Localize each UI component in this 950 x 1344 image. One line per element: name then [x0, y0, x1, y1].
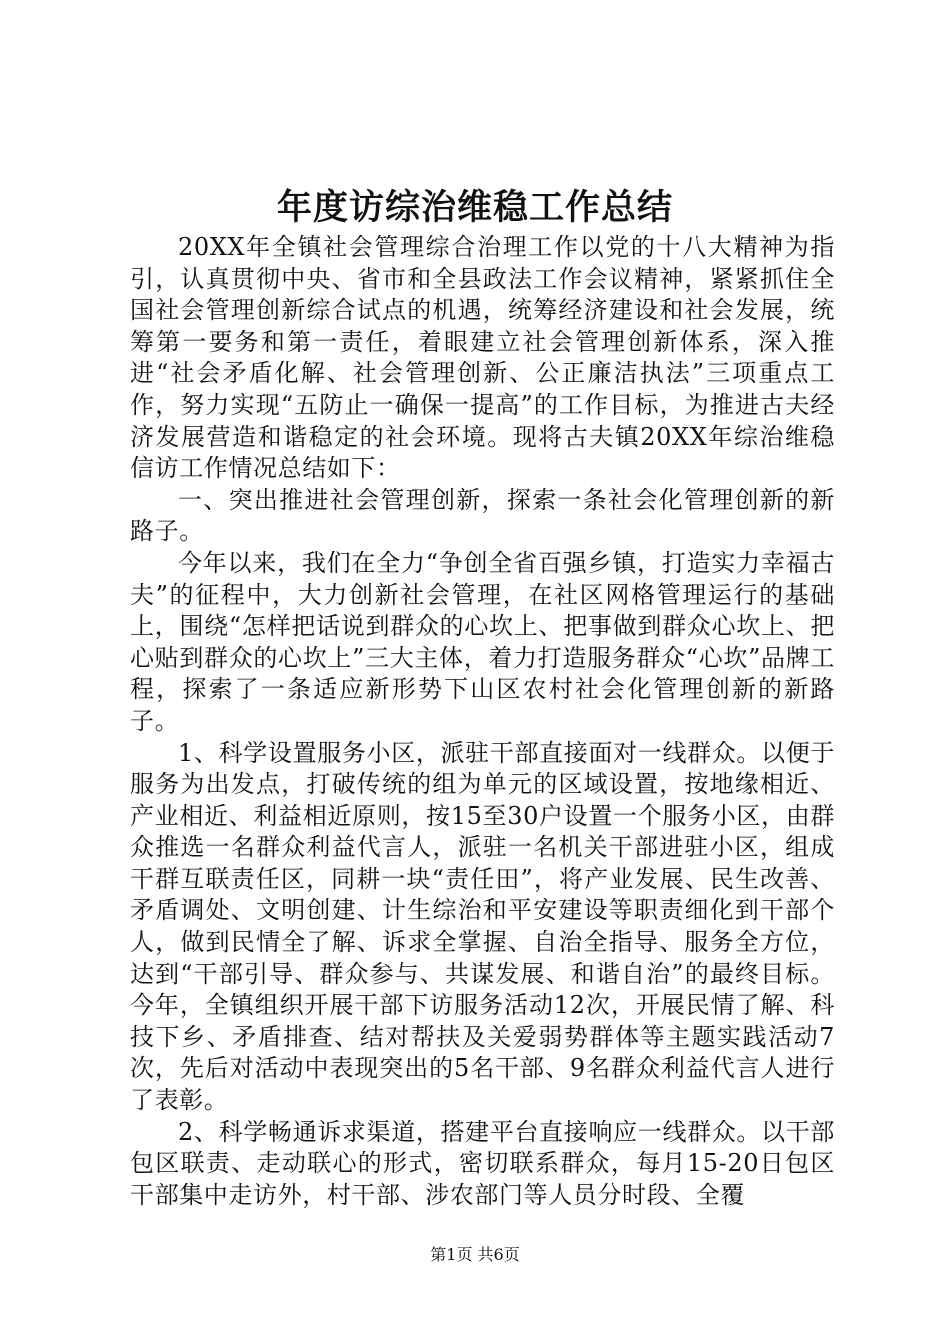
paragraph-section-1-overview: 今年以来，我们在全力“争创全省百强乡镇，打造实力幸福古夫”的征程中，大力创新社会管理，在社区网格管理运行的基础上，围绕“怎样把话说到群众的心坎上、把事做到群众心坎上、把心贴到群众的心坎上”三大主体，着力打造服务群众“心坎”品牌工程，探索了一条适应新形势下山区农村社会化管理创新的新路子。 — [130, 548, 835, 735]
document-title: 年度访综治维稳工作总结 — [276, 188, 673, 228]
paragraph-intro: 20XX年全镇社会管理综合治理工作以党的十八大精神为指引，认真贯彻中央、省市和全县政法工作会议精神，紧紧抓住全国社会管理创新综合试点的机遇，统筹经济建设和社会发展，统筹第一要务和第一责任，着眼建立社会管理创新体系，深入推进“社会矛盾化解、社会管理创新、公正廉洁执法”三项重点工作，努力实现“五防止一确保一提高”的工作目标，为推进古夫经济发展营造和谐稳定的社会环境。现将古夫镇20XX年综治维稳信访工作情况总结如下： — [130, 233, 835, 483]
paragraph-item-1: 1、科学设置服务小区，派驻干部直接面对一线群众。以便于服务为出发点，打破传统的组为单元的区域设置，按地缘相近、产业相近、利益相近原则，按15至30户设置一个服务小区，由群众推选一名群众利益代言人，派驻一名机关干部进驻小区，组成干群互联责任区，同耕一块“责任田”，将产业发展、民生改善、矛盾调处、文明创建、计生综治和平安建设等职责细化到干部个人，做到民情全了解、诉求全掌握、自治全指导、服务全方位，达到“干部引导、群众参与、共谋发展、和谐自治”的最终目标。今年，全镇组织开展干部下访服务活动12次，开展民情了解、科技下乡、矛盾排查、结对帮扶及关爱弱势群体等主题实践活动7次，先后对活动中表现突出的5名干部、9名群众利益代言人进行了表彰。 — [130, 738, 835, 1115]
paragraph-item-2: 2、科学畅通诉求渠道，搭建平台直接响应一线群众。以干部包区联责、走动联心的形式，密切联系群众，每月15-20日包区干部集中走访外，村干部、涉农部门等人员分时段、全覆 — [130, 1117, 835, 1209]
paragraph-section-1-heading: 一、突出推进社会管理创新，探索一条社会化管理创新的新路子。 — [130, 485, 835, 546]
document-body — [130, 232, 835, 1211]
page-footer: 第1页 共6页 — [430, 1245, 520, 1264]
